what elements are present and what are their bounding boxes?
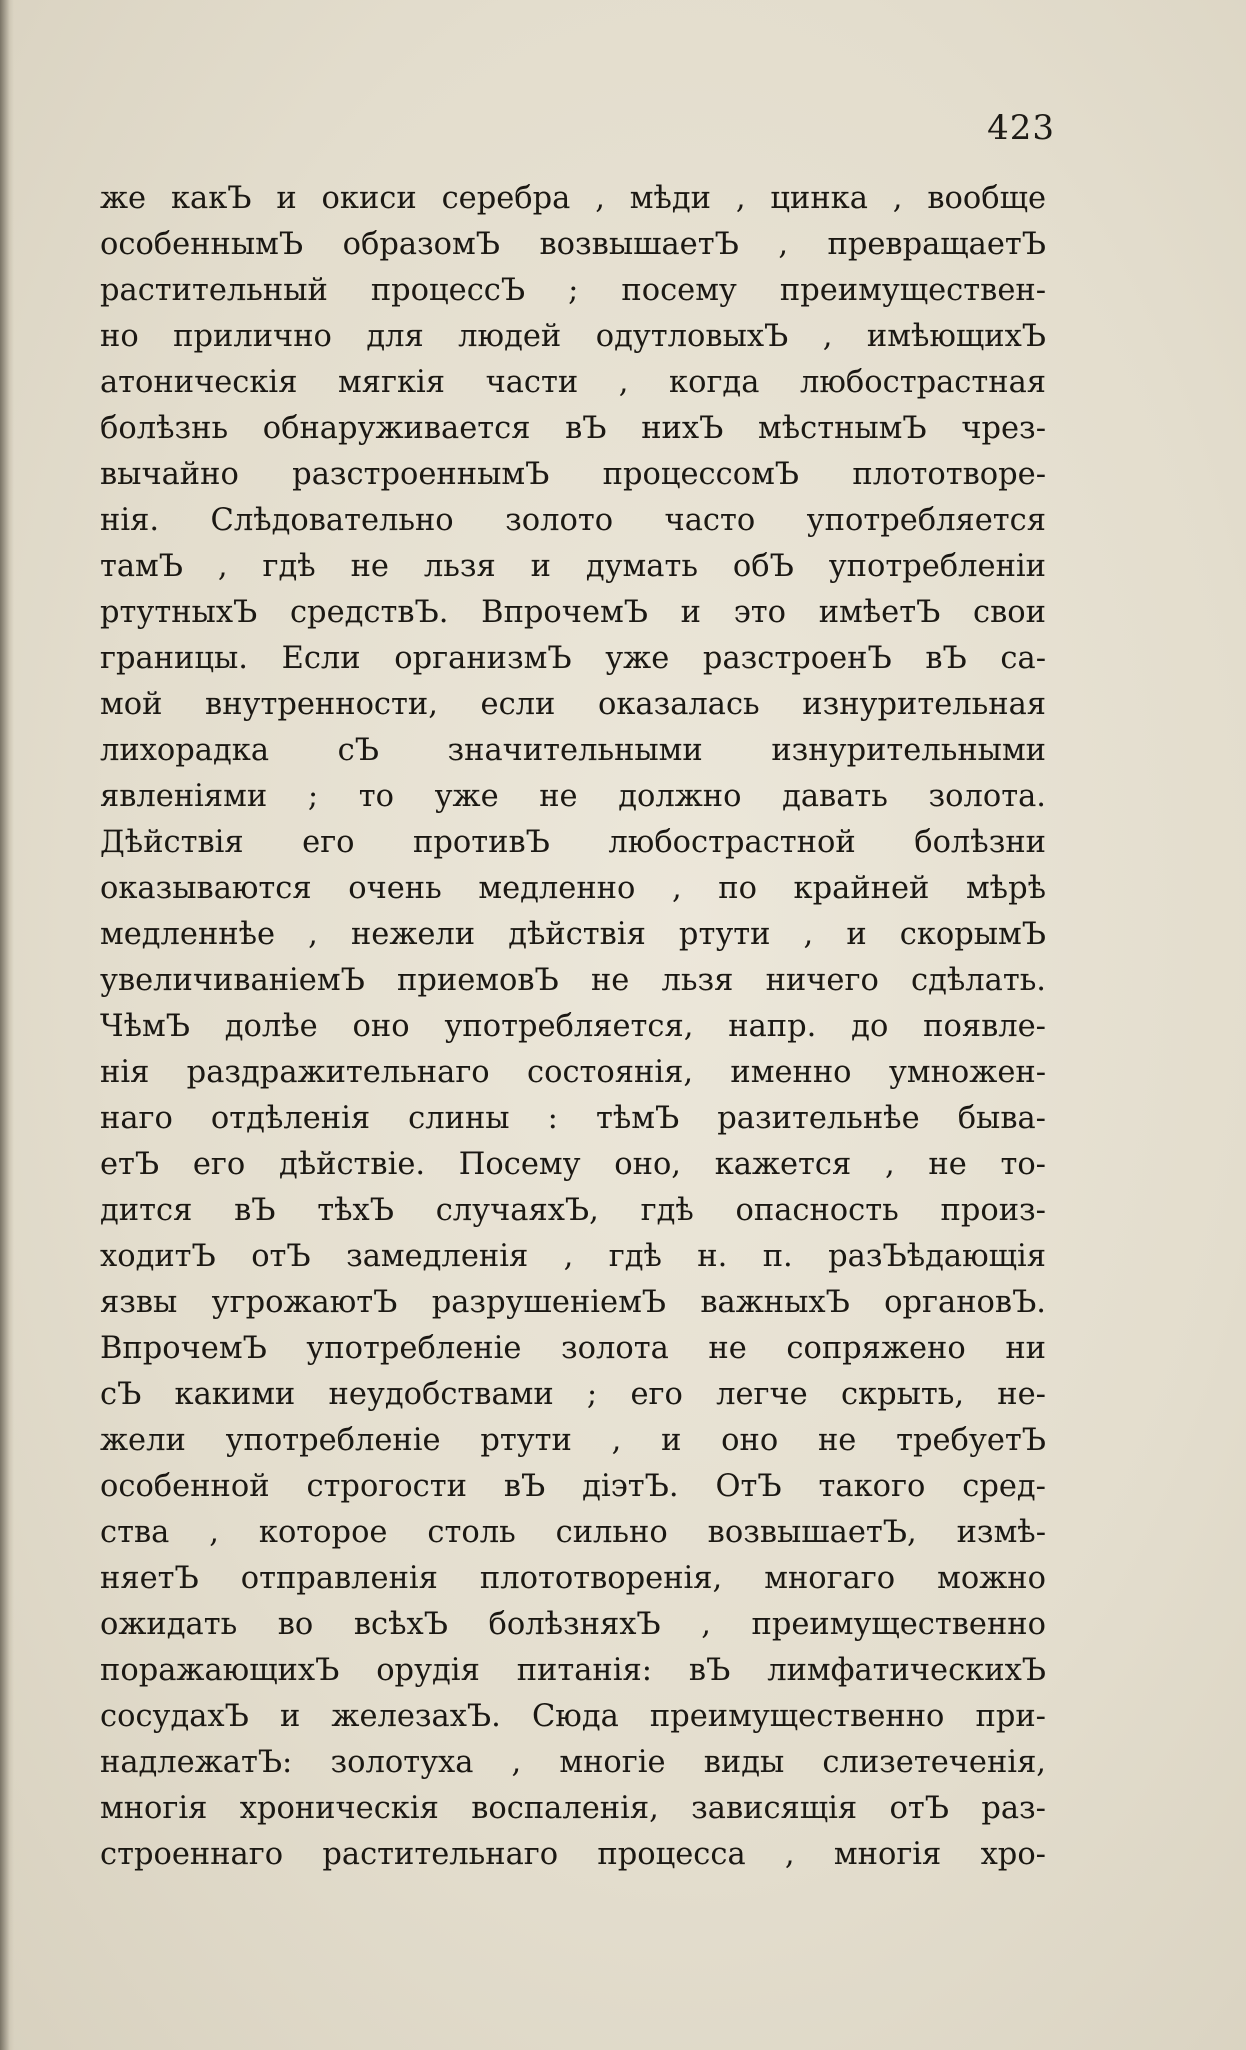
text-line: ртутныхЪ средствЪ. ВпрочемЪ и это имѣетЪ свои bbox=[100, 595, 1046, 630]
text-line: увеличиваніемЪ приемовЪ не льзя ничего сдѣлать. bbox=[100, 963, 1046, 998]
text-line: мой внутренности, если оказалась изнурительная bbox=[100, 687, 1046, 722]
text-line: ожидать во всѣхЪ болѣзняхЪ , преимущественно bbox=[100, 1607, 1046, 1642]
page-number: 423 bbox=[987, 108, 1055, 148]
text-line: нія раздражительнаго состоянія, именно умножен- bbox=[100, 1055, 1046, 1090]
text-line: ЧѣмЪ долѣе оно употребляется, напр. до появле- bbox=[100, 1009, 1046, 1044]
page-spine-shadow bbox=[0, 0, 14, 2050]
text-line: дится вЪ тѣхЪ случаяхЪ, гдѣ опасность произ- bbox=[100, 1193, 1046, 1228]
text-line: тамЪ , гдѣ не льзя и думать обЪ употребленіи bbox=[100, 549, 1046, 584]
text-line: болѣзнь обнаруживается вЪ нихЪ мѣстнымЪ чрез- bbox=[100, 411, 1046, 446]
body-text bbox=[100, 176, 1046, 1878]
text-line: ходитЪ отЪ замедленія , гдѣ н. п. разЪѣдающія bbox=[100, 1239, 1046, 1274]
text-line: поражающихЪ орудія питанія: вЪ лимфатическихЪ bbox=[100, 1653, 1046, 1688]
text-line: раститeльный процессЪ ; посему преимуществен- bbox=[100, 273, 1046, 308]
text-line: ства , которое столь сильно возвышаетЪ, измѣ- bbox=[100, 1515, 1046, 1550]
text-line: явленіями ; то уже не должно давать золота. bbox=[100, 779, 1046, 814]
text-line: наго отдѣленія слины : тѣмЪ разительнѣе быва- bbox=[100, 1101, 1046, 1136]
text-line: Дѣйствія его противЪ любострастной болѣзни bbox=[100, 825, 1046, 860]
text-line: язвы угрожаютЪ разрушеніемЪ важныхЪ органовЪ. bbox=[100, 1285, 1046, 1320]
text-line: сосудахЪ и железахЪ. Сюда преимущественно при- bbox=[100, 1699, 1046, 1734]
text-line: многія хроническія воспаленія, зависящія отЪ раз- bbox=[100, 1791, 1046, 1826]
text-line: особеннымЪ образомЪ возвышаетЪ , превращаетЪ bbox=[100, 227, 1046, 262]
text-line: сЪ какими неудобствами ; его легче скрыть, не- bbox=[100, 1377, 1046, 1412]
text-line: медленнѣе , нежели дѣйствія ртути , и скорымЪ bbox=[100, 917, 1046, 952]
text-line: оказываются очень медленно , по крайней мѣрѣ bbox=[100, 871, 1046, 906]
text-line: особенной строгости вЪ діэтЪ. ОтЪ такого сред- bbox=[100, 1469, 1046, 1504]
text-line: же какЪ и окиси серебра , мѣди , цинка , вообще bbox=[100, 181, 1046, 216]
text-line: етЪ его дѣйствіе. Посему оно, кажется , не то- bbox=[100, 1147, 1046, 1182]
text-line: границы. Если организмЪ уже разстроенЪ вЪ са- bbox=[100, 641, 1046, 676]
text-line: надлежатЪ: золотуха , многіе виды слизетеченія, bbox=[100, 1745, 1046, 1780]
text-line: атоническія мягкія части , когда любострастная bbox=[100, 365, 1046, 400]
text-line: няетЪ отправленія плототворенія, многаго можно bbox=[100, 1561, 1046, 1596]
text-line: строеннаго растительнаго процесса , многія хро- bbox=[100, 1837, 1046, 1872]
text-line: ВпрочемЪ употребленіе золота не сопряжено ни bbox=[100, 1331, 1046, 1366]
text-line: нія. Слѣдовательно золото часто употребляется bbox=[100, 503, 1046, 538]
text-line: но прилично для людей одутловыхЪ , имѣющихЪ bbox=[100, 319, 1046, 354]
text-line: жели употребленіе ртути , и оно не требуетЪ bbox=[100, 1423, 1046, 1458]
text-line: лихорадка сЪ значительными изнурительными bbox=[100, 733, 1046, 768]
text-line: вычайно разстроеннымЪ процессомЪ плототворе- bbox=[100, 457, 1046, 492]
